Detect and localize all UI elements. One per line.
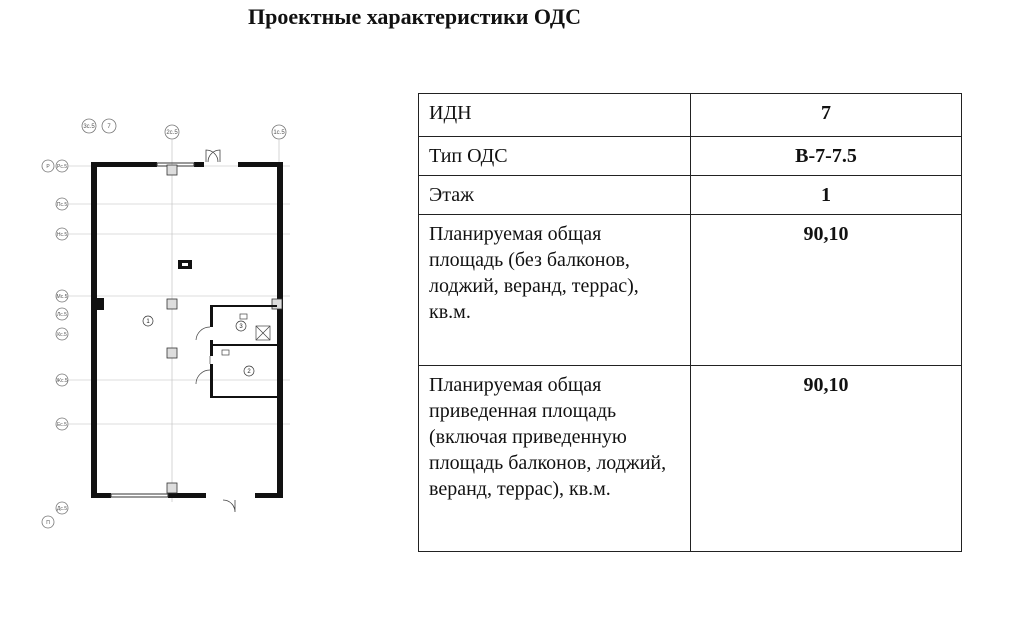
axis-label: Рс.5 (56, 164, 68, 170)
table-row (419, 176, 962, 215)
axis-label: 1с.5 (273, 130, 285, 136)
axis-label: Ес.5 (57, 422, 67, 428)
property-label: ИДН (419, 94, 691, 137)
room-number: 3 (239, 324, 243, 330)
table-row (419, 366, 962, 552)
axis-label: Пс.5 (56, 202, 68, 208)
table-row (419, 215, 962, 366)
property-label: Планируемая общая приведенная площадь (включая приведенную площадь балконов, лоджий, веранд, террас), кв.м. (419, 366, 691, 552)
axis-markers-top (82, 119, 286, 139)
axis-label: 2с.5 (166, 130, 178, 136)
axis-label: Кс.5 (57, 332, 67, 338)
axis-label: Нс.5 (56, 232, 68, 238)
property-label: Этаж (419, 176, 691, 215)
property-label: Планируемая общая площадь (без балконов, лоджий, веранд, террас), кв.м. (419, 215, 691, 366)
axis-label: 7 (107, 124, 111, 130)
room-number: 1 (146, 319, 150, 325)
property-value: 90,10 (691, 215, 962, 366)
axis-label: П (46, 520, 50, 526)
property-value: 90,10 (691, 366, 962, 552)
properties-table (418, 93, 962, 552)
axis-label: Дс.5 (56, 506, 68, 512)
table-row (419, 94, 962, 137)
property-value: 1 (691, 176, 962, 215)
page-title: Проектные характеристики ОДС (248, 4, 581, 29)
axis-label: Лс.5 (57, 312, 67, 318)
axis-label: Жс.5 (56, 378, 68, 384)
property-value: 7 (691, 94, 962, 137)
axis-label: Р (46, 164, 50, 170)
property-value: В-7-7.5 (691, 137, 962, 176)
room-number: 2 (247, 369, 251, 375)
floor-plan (46, 112, 300, 532)
table-row (419, 137, 962, 176)
axis-label: Мс.5 (56, 294, 68, 300)
axis-label: 3с.5 (83, 124, 95, 130)
property-label: Тип ОДС (419, 137, 691, 176)
